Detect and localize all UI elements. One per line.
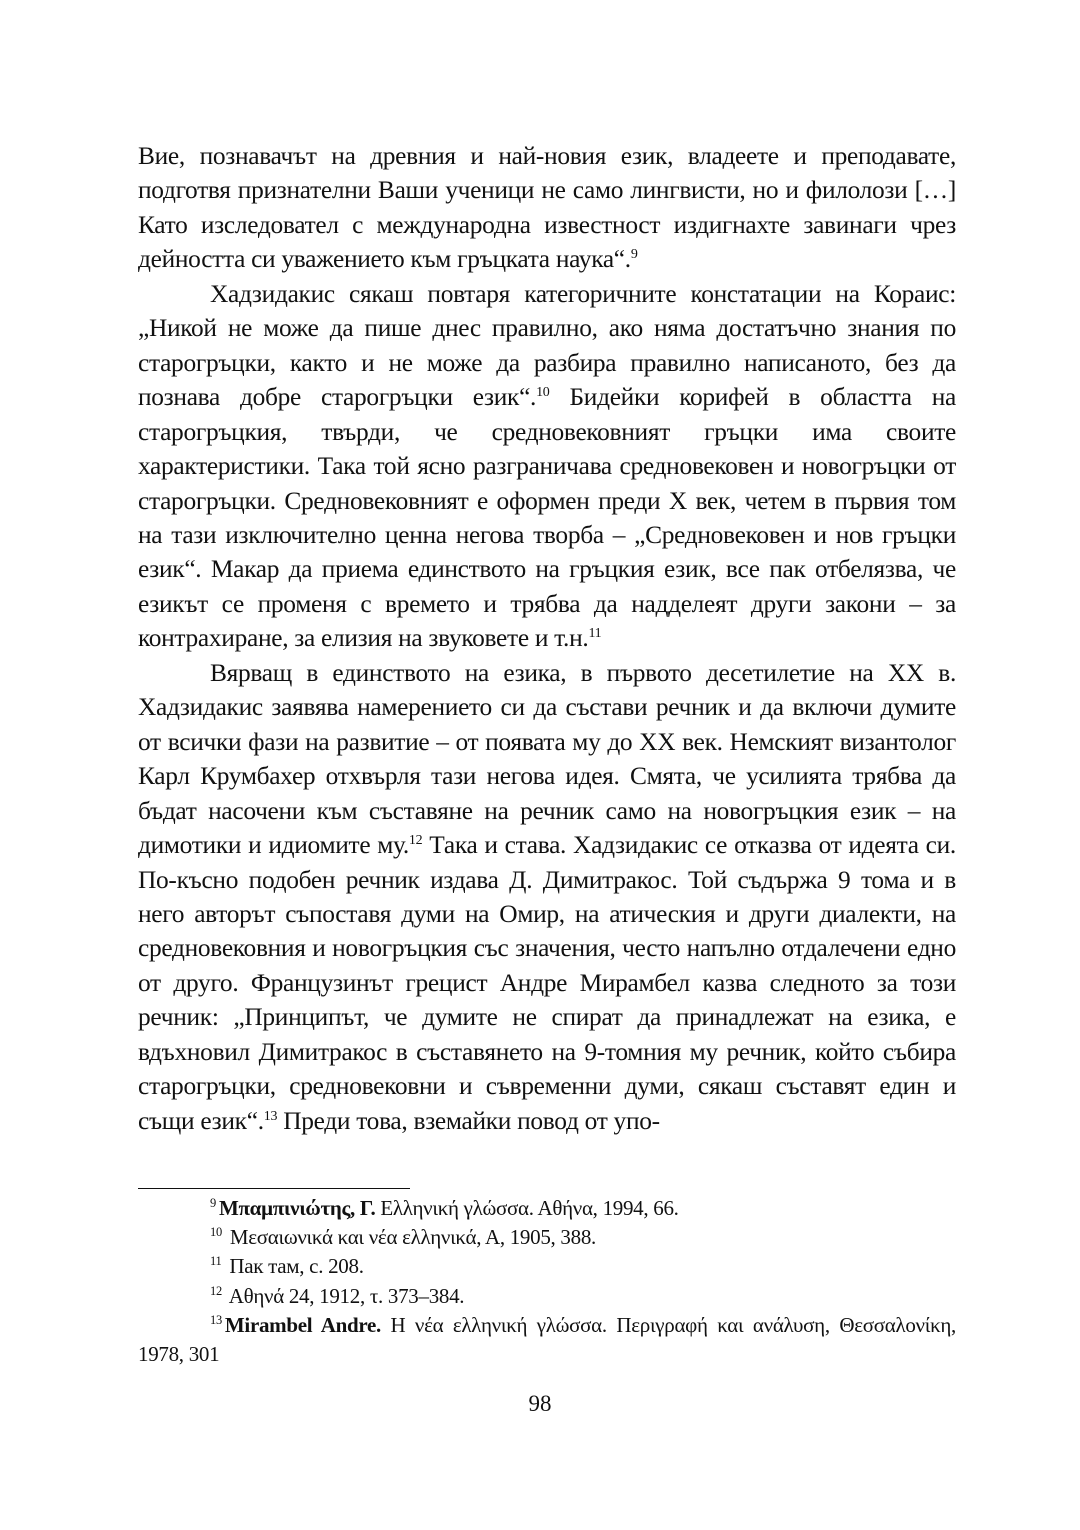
paragraph-text: Вие, познавачът на древния и най-новия език, владеете и преподавате, подготвя признателни Ваши ученици не само лингвисти, но и филолози […] Като изследовател с международна известност издигнахте завинаги чрез дейността си уважението към гръцката наука“.: [138, 142, 956, 274]
footnote-text: Η νέα ελληνική γλώσσα. Περιγραφή και ανάλυση, Θεσσαλονίκη, 1978, 301: [138, 1312, 956, 1367]
footnotes: [138, 1194, 956, 1369]
paragraph-2: [138, 277, 956, 656]
page-number: 98: [528, 1391, 552, 1416]
footnote-text: Пак там, с. 208.: [224, 1254, 364, 1279]
footnote-ref-9[interactable]: 9: [630, 247, 638, 263]
main-text: [138, 139, 956, 1138]
paragraph-text: Хадзидакис сякаш повтаря категоричните констатации на Кораис: „Никой не може да пише днес правилно, ако няма достатъчно знания по старогръцки, както и не може да разбира правилно написаното, без да познава добре старогръцки език“.: [138, 279, 956, 412]
paragraph-text-end: Преди това, вземайки повод от упо-: [277, 1106, 660, 1135]
footnote-9: [138, 1194, 956, 1223]
footnote-text: Μεσαιωνικά και νέα ελληνικά, Α, 1905, 388.: [224, 1225, 596, 1250]
footnote-11: [138, 1252, 956, 1281]
paragraph-1: [138, 139, 956, 277]
footnote-13: [138, 1311, 956, 1369]
paragraph-3: [138, 656, 956, 1138]
footnote-number: 12: [210, 1283, 222, 1298]
footnote-text: Αθηνά 24, 1912, τ. 373–384.: [224, 1283, 465, 1308]
footnote-12: [138, 1282, 956, 1311]
footnote-text: Ελληνική γλώσσα. Αθήνα, 1994, 66.: [375, 1196, 679, 1220]
footnote-author: Mirambel Andre.: [224, 1312, 381, 1337]
paragraph-text: Вярващ в единството на езика, в първото десетилетие на XX в. Хадзидакис заявява намерението си да състави речник и да включи думите от всички фази на развитие – от появата му до XX век. Немският византолог Карл Крумбахер отхвърля тази негова идея. Смята, че усилията трябва да бъдат насочени към съставяне на речник само на новогръцкия език – на димотики и идиомите му.: [138, 658, 956, 860]
footnote-ref-10[interactable]: 10: [536, 385, 550, 401]
footnote-separator: [138, 1188, 410, 1189]
footnote-number: 9: [210, 1196, 216, 1210]
footnote-number: 13: [210, 1312, 222, 1327]
footnote-number: 10: [210, 1225, 222, 1240]
footnote-author: Μπαμπινιώτης, Γ.: [218, 1196, 376, 1220]
paragraph-text-continued: Така и става. Хадзидакис се отказва от идеята си. По-късно подобен речник издава Д. Димитракос. Той съдържа 9 тома и в него авторът съпоставя думи на Омир, на атическия и други диалекти, на средновековния и новогръцкия със значения, често напълно отдалечени едно от друго. Французинът грецист Андре Мирамбел казва следното за този речник: „Принципът, че думите не спират да принадлежат на езика, е вдъхновил Димитракос в съставянето на 9-томния му речник, който събира старогръцки, средновековни и съвременни думи, сякаш съставят един и същи език“.: [138, 831, 956, 1135]
footnote-10: [138, 1223, 956, 1252]
paragraph-text-continued: Бидейки корифей в областта на старогръцкия, твърди, че средновековният гръцки има своите характеристики. Така той ясно разграничава средновековен и новогръцки от старогръцки. Средновековният е оформен преди X век, четем в първия том на тази изключително ценна негова творба – „Средновековен и нов гръцки език“. Макар да приема единството на гръцкия език, все пак отбелязва, че езикът се променя с времето и трябва да надделеят други закони – за контрахиране, за елизия на звуковете и т.н.: [138, 383, 956, 653]
footnote-ref-12[interactable]: 12: [408, 833, 423, 849]
footnote-ref-13[interactable]: 13: [263, 1108, 278, 1124]
footnote-number: 11: [210, 1254, 222, 1269]
footnote-ref-11[interactable]: 11: [588, 626, 602, 642]
